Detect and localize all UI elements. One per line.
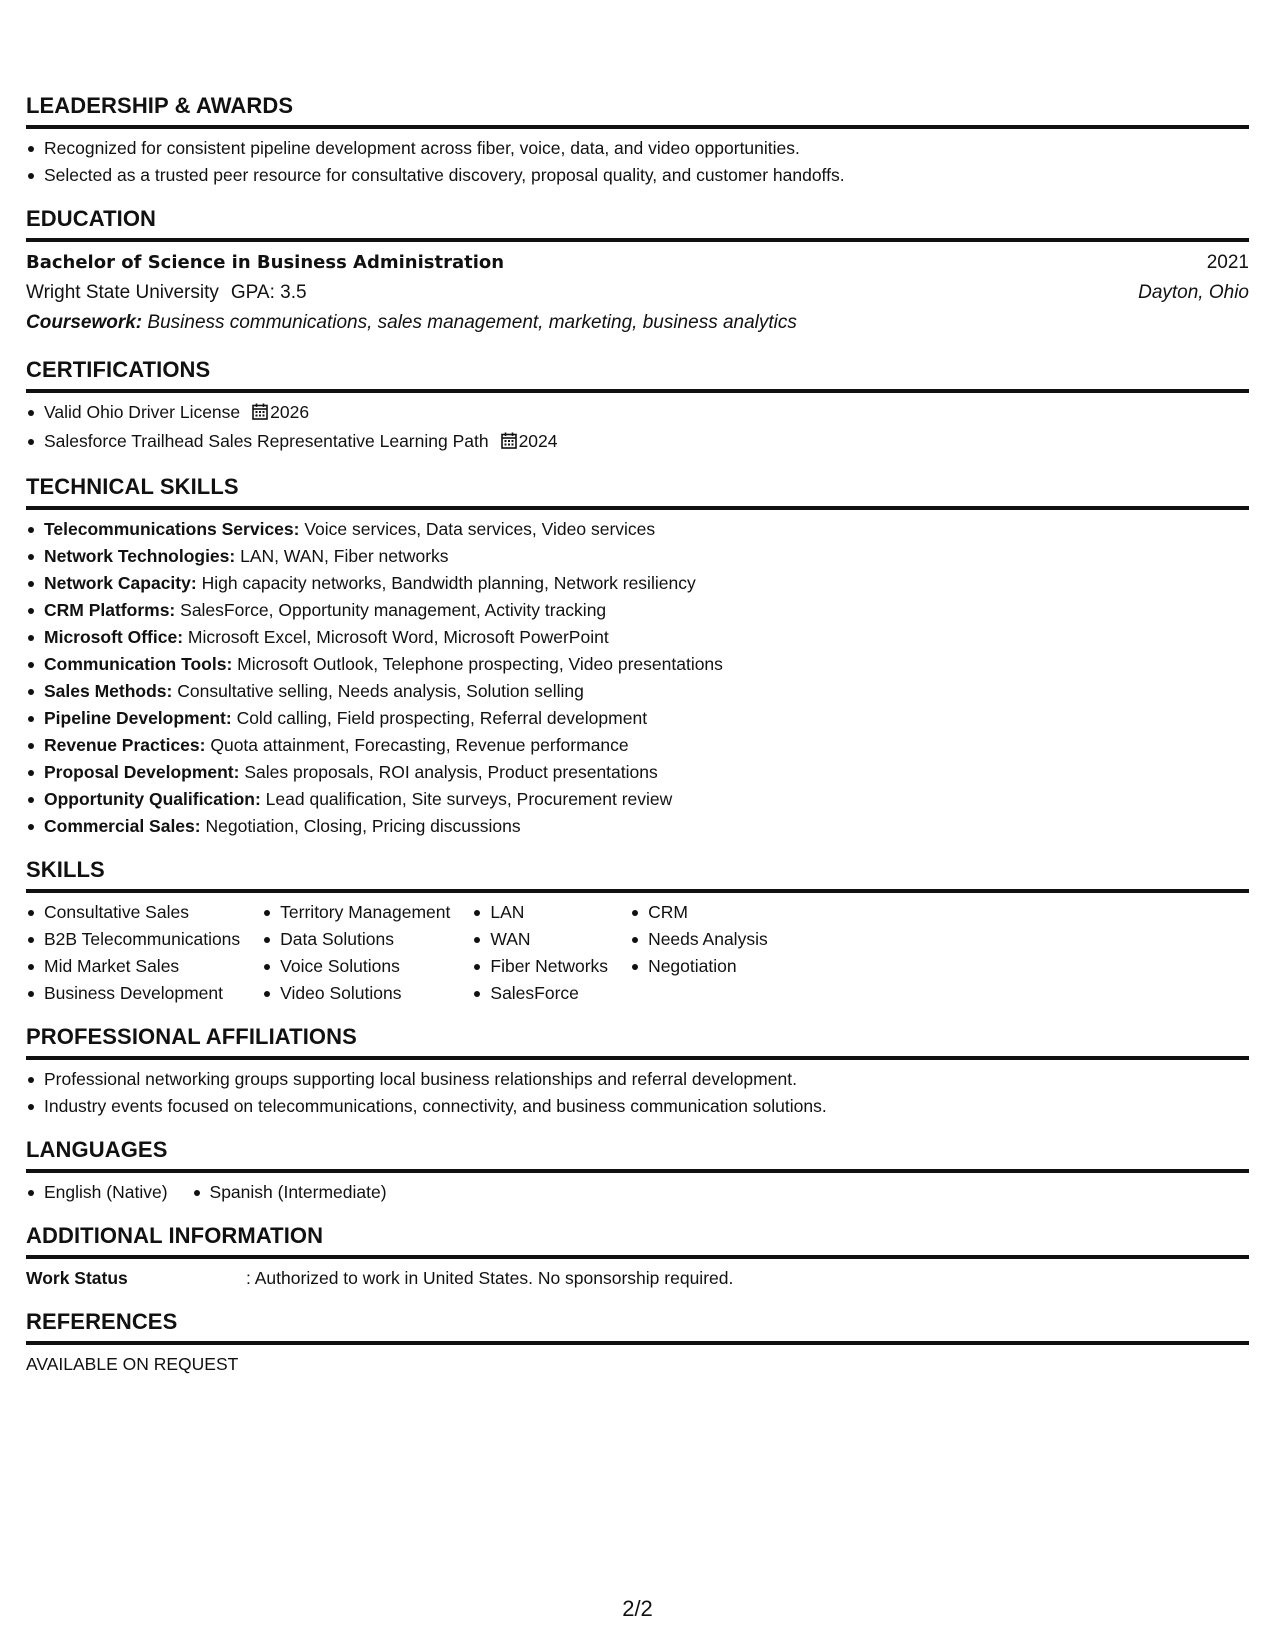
skill-values: Negotiation, Closing, Pricing discussions — [205, 816, 521, 836]
skill-values: SalesForce, Opportunity management, Activity tracking — [180, 600, 607, 620]
list-item: Business Development — [26, 980, 240, 1007]
certification-name: Valid Ohio Driver License — [44, 402, 241, 422]
coursework-row — [26, 308, 1249, 338]
leadership-list — [26, 135, 1249, 189]
resume-page — [26, 92, 1249, 1394]
skill-category: Commercial Sales: — [44, 816, 201, 836]
list-item: Industry events focused on telecommunications, connectivity, and business communication solutions. — [26, 1093, 1249, 1120]
language-list — [26, 1179, 192, 1206]
leadership-section — [26, 92, 1249, 189]
section-title: LEADERSHIP & AWARDS — [26, 92, 1249, 129]
skill-values: Voice services, Data services, Video services — [304, 519, 656, 539]
certification-name: Salesforce Trailhead Sales Representative Learning Path — [44, 431, 489, 451]
section-title: SKILLS — [26, 856, 1249, 893]
skill-category: CRM Platforms: — [44, 600, 176, 620]
certification-year: 2026 — [270, 402, 310, 422]
list-item: Needs Analysis — [630, 926, 768, 953]
work-status-label: Work Status — [26, 1268, 128, 1288]
certification-year: 2024 — [518, 431, 558, 451]
skill-category: Telecommunications Services: — [44, 519, 300, 539]
affiliations-list — [26, 1066, 1249, 1120]
languages-section — [26, 1136, 1249, 1206]
skill-values: LAN, WAN, Fiber networks — [240, 546, 449, 566]
list-item: Data Solutions — [262, 926, 450, 953]
skills-column — [472, 899, 608, 1007]
list-item: CRM — [630, 899, 768, 926]
skills-column — [262, 899, 450, 1007]
technical-skills-list — [26, 516, 1249, 840]
section-title: ADDITIONAL INFORMATION — [26, 1222, 1249, 1259]
work-status-value: : Authorized to work in United States. No sponsorship required. — [246, 1268, 734, 1288]
skills-section — [26, 856, 1249, 1007]
list-item: Selected as a trusted peer resource for consultative discovery, proposal quality, and customer handoffs. — [26, 162, 1249, 189]
language-list — [192, 1179, 411, 1206]
list-item: Mid Market Sales — [26, 953, 240, 980]
skill-values: Microsoft Outlook, Telephone prospecting, Video presentations — [237, 654, 723, 674]
skill-category: Pipeline Development: — [44, 708, 232, 728]
skill-category: Proposal Development: — [44, 762, 240, 782]
skill-values: Sales proposals, ROI analysis, Product presentations — [244, 762, 658, 782]
list-item: Fiber Networks — [472, 953, 608, 980]
gpa: GPA: 3.5 — [230, 282, 307, 303]
list-item: Professional networking groups supporting local business relationships and referral development. — [26, 1066, 1249, 1093]
section-title: EDUCATION — [26, 205, 1249, 242]
list-item — [26, 678, 1249, 705]
skill-values: Cold calling, Field prospecting, Referral development — [236, 708, 648, 728]
affiliations-section — [26, 1023, 1249, 1120]
calendar-icon — [252, 401, 268, 428]
list-item: Video Solutions — [262, 980, 450, 1007]
list-item: Negotiation — [630, 953, 768, 980]
list-item — [26, 570, 1249, 597]
skill-category: Communication Tools: — [44, 654, 233, 674]
additional-info-section — [26, 1222, 1249, 1292]
page-number: 2/2 — [622, 1596, 653, 1621]
references-text: AVAILABLE ON REQUEST — [26, 1354, 239, 1374]
list-item: LAN — [472, 899, 608, 926]
list-item — [26, 624, 1249, 651]
section-title: CERTIFICATIONS — [26, 356, 1249, 393]
education-school-row — [26, 278, 1249, 308]
graduation-year: 2021 — [1206, 252, 1249, 273]
list-item: SalesForce — [472, 980, 608, 1007]
list-item — [26, 597, 1249, 624]
coursework-label: Coursework: — [26, 312, 143, 333]
section-title: REFERENCES — [26, 1308, 1249, 1345]
calendar-icon — [501, 430, 517, 457]
skill-category: Microsoft Office: — [44, 627, 184, 647]
list-item: Territory Management — [262, 899, 450, 926]
skill-values: Microsoft Excel, Microsoft Word, Microsoft PowerPoint — [187, 627, 609, 647]
list-item — [26, 759, 1249, 786]
list-item — [26, 705, 1249, 732]
section-title: LANGUAGES — [26, 1136, 1249, 1173]
skills-grid — [26, 899, 1249, 1007]
education-section — [26, 205, 1249, 338]
skill-values: Consultative selling, Needs analysis, Solution selling — [177, 681, 584, 701]
skill-category: Opportunity Qualification: — [44, 789, 261, 809]
references-section — [26, 1308, 1249, 1378]
list-item — [26, 786, 1249, 813]
list-item — [26, 732, 1249, 759]
section-title: PROFESSIONAL AFFILIATIONS — [26, 1023, 1249, 1060]
skill-values: Lead qualification, Site surveys, Procurement review — [265, 789, 673, 809]
skill-category: Sales Methods: — [44, 681, 173, 701]
list-item — [26, 399, 1249, 428]
section-title: TECHNICAL SKILLS — [26, 473, 1249, 510]
degree: Bachelor of Science in Business Administration — [26, 252, 505, 273]
skills-column — [630, 899, 768, 1007]
list-item: Recognized for consistent pipeline development across fiber, voice, data, and video opportunities. — [26, 135, 1249, 162]
list-item — [26, 516, 1249, 543]
list-item — [26, 543, 1249, 570]
list-item: English (Native) — [26, 1179, 168, 1206]
certifications-section — [26, 356, 1249, 457]
skill-category: Network Technologies: — [44, 546, 236, 566]
list-item — [26, 428, 1249, 457]
school-name: Wright State University — [26, 282, 219, 303]
technical-skills-section — [26, 473, 1249, 840]
school-location: Dayton, Ohio — [1138, 282, 1249, 303]
skill-category: Network Capacity: — [44, 573, 197, 593]
list-item: WAN — [472, 926, 608, 953]
list-item: B2B Telecommunications — [26, 926, 240, 953]
list-item: Spanish (Intermediate) — [192, 1179, 387, 1206]
list-item: Voice Solutions — [262, 953, 450, 980]
skill-values: High capacity networks, Bandwidth planning, Network resiliency — [201, 573, 696, 593]
list-item — [26, 813, 1249, 840]
skill-category: Revenue Practices: — [44, 735, 206, 755]
skill-values: Quota attainment, Forecasting, Revenue performance — [210, 735, 629, 755]
certifications-list — [26, 399, 1249, 457]
list-item — [26, 651, 1249, 678]
coursework: Business communications, sales management, marketing, business analytics — [147, 312, 797, 333]
languages-row — [26, 1179, 1249, 1206]
skills-column — [26, 899, 240, 1007]
work-status-row — [26, 1265, 1249, 1292]
education-degree-row — [26, 248, 1249, 278]
list-item: Consultative Sales — [26, 899, 240, 926]
